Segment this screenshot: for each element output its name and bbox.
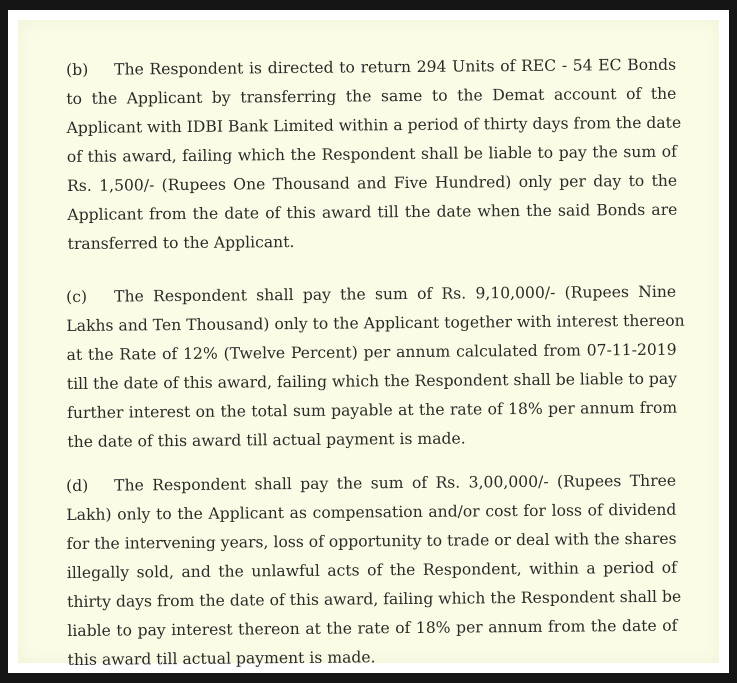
paragraph-label: (c) xyxy=(66,287,88,306)
paragraph-line: Lakhs and Ten Thousand) only to the Applicant together with interest thereon xyxy=(66,311,685,335)
paragraph-text: The Respondent shall pay the sum of Rs. 3,00,000/- (Rupees Three xyxy=(114,471,677,495)
paragraph-line: Lakh) only to the Applicant as compensation and/or cost for loss of dividend xyxy=(66,500,677,524)
paragraph-label: (b) xyxy=(66,60,89,79)
paragraph-line: for the intervening years, loss of opportunity to trade or deal with the shares xyxy=(66,529,677,553)
paragraph-line: illegally sold, and the unlawful acts of the Respondent, within a period of xyxy=(66,558,677,582)
paragraph-text: The Respondent shall pay the sum of Rs. 9,10,000/- (Rupees Nine xyxy=(114,282,677,306)
paragraph-line: liable to pay interest thereon at the rate of 18% per annum from the date of xyxy=(67,616,678,640)
paragraph-line: this award till actual payment is made. xyxy=(67,648,376,669)
paragraph-b xyxy=(66,51,682,259)
paragraph-line: the date of this award till actual payment is made. xyxy=(67,429,466,451)
paragraph-label: (d) xyxy=(66,476,89,495)
paragraph-line: of this award, failing which the Respondent shall be liable to pay the sum of xyxy=(66,142,677,166)
document-page xyxy=(18,20,719,669)
paragraph-d xyxy=(66,467,682,675)
paragraph-line: thirty days from the date of this award, failing which the Respondent shall be xyxy=(67,587,682,611)
page-frame xyxy=(8,10,729,673)
paragraph-line: at the Rate of 12% (Twelve Percent) per annum calculated from 07-11-2019 xyxy=(66,340,677,364)
paragraph-text: The Respondent is directed to return 294 Units of REC - 54 EC Bonds xyxy=(114,55,677,79)
paragraph-c xyxy=(66,278,685,457)
paragraph-line: till the date of this award, failing which the Respondent shall be liable to pay xyxy=(66,369,678,393)
paragraph-line: transferred to the Applicant. xyxy=(67,233,295,253)
paragraph-line: further interest on the total sum payable at the rate of 18% per annum from xyxy=(67,398,678,422)
paragraph-line: to the Applicant by transferring the same to the Demat account of the xyxy=(66,84,677,108)
paragraph-line: Applicant with IDBI Bank Limited within a period of thirty days from the date xyxy=(66,113,682,137)
paragraph-line: Rs. 1,500/- (Rupees One Thousand and Five Hundred) only per day to the xyxy=(67,171,678,195)
paragraph-line: Applicant from the date of this award till the date when the said Bonds are xyxy=(67,200,678,224)
